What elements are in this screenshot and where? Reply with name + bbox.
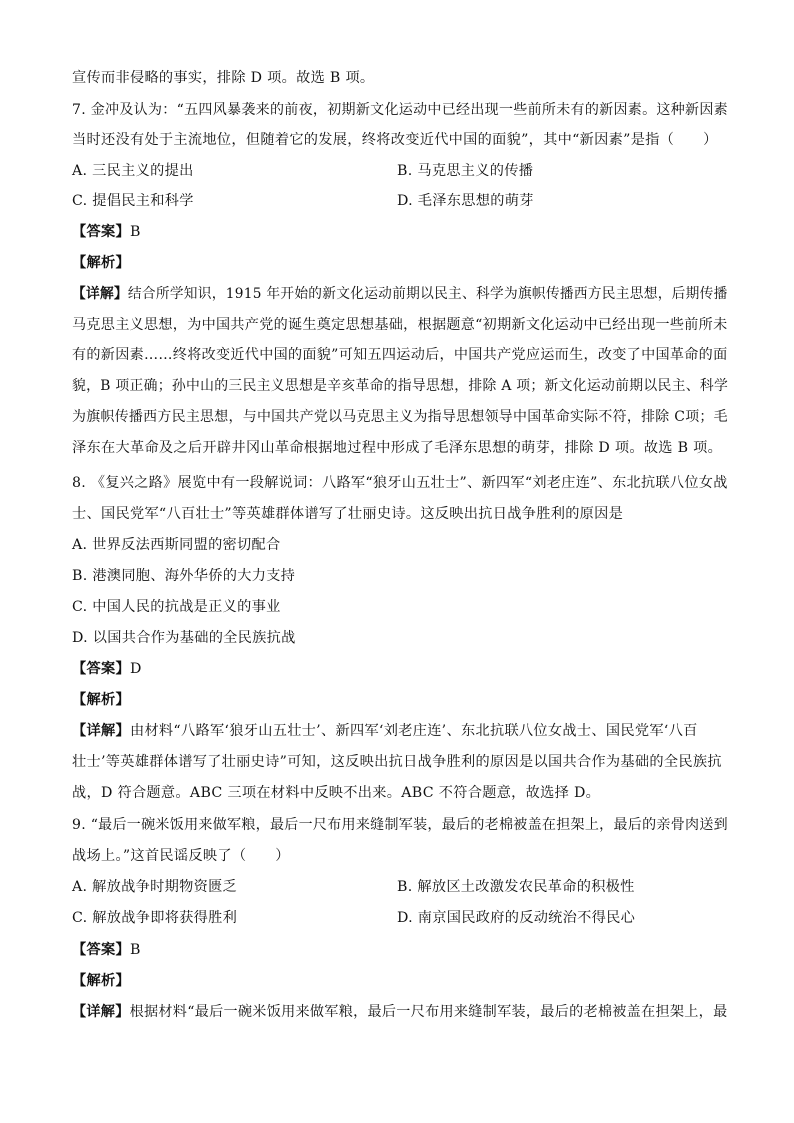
detail-text: 由材料“八路军‘狼牙山五壮士’、新四军‘刘老庄连’、东北抗联八位女战士、国民党军‘八百 [129, 723, 698, 739]
q8-option-d: D. 以国共合作为基础的全民族抗战 [72, 630, 296, 646]
detail-tag: 【详解】 [72, 1004, 130, 1020]
q8-option-b: B. 港澳同胞、海外华侨的大力支持 [72, 568, 296, 584]
q9-stem-line-1: 9. “最后一碗米饭用来做军粮，最后一尺布用来缝制军装，最后的老棉被盖在担架上，最后的亲骨肉送到 [72, 817, 728, 833]
q7-option-c: C. 提倡民主和科学 [72, 193, 194, 209]
detail-text: 根据材料“最后一碗米饭用来做军粮，最后一尺布用来缝制军装，最后的老棉被盖在担架上，最 [129, 1004, 728, 1020]
q9-option-b: B. 解放区土改激发农民革命的积极性 [397, 879, 635, 895]
q7-option-d: D. 毛泽东思想的萌芽 [397, 193, 534, 209]
detail-tag: 【详解】 [72, 286, 128, 302]
answer-value: B [129, 224, 141, 240]
q8-detail-line-3: 战，D 符合题意。ABC 三项在材料中反映不出来。ABC 不符合题意，故选择 D。 [72, 785, 601, 801]
q9-option-c: C. 解放战争即将获得胜利 [72, 910, 238, 926]
q7-detail-line-4: 貌，B 项正确；孙中山的三民主义思想是辛亥革命的指导思想，排除 A 项；新文化运动前期以民主、科学 [72, 378, 729, 394]
q8-stem-line-2: 士、国民党军“八百壮士”等英雄群体谱写了壮丽史诗。这反映出抗日战争胜利的原因是 [72, 506, 624, 522]
q7-detail-line-3: 有的新因素……终将改变近代中国的面貌”可知五四运动后，中国共产党应运而生，改变了中国革命的面 [72, 347, 728, 363]
q9-analysis-heading: 【解析】 [72, 973, 130, 989]
q7-detail-line-6: 泽东在大革命及之后开辟井冈山革命根据地过程中形成了毛泽东思想的萌芽，排除 D 项。故选 B 项。 [72, 440, 723, 456]
q7-stem-line-1: 7. 金冲及认为：“五四风暴袭来的前夜，初期新文化运动中已经出现一些前所未有的新因素。这种新因素 [72, 102, 728, 118]
answer-tag: 【答案】 [72, 942, 130, 958]
q8-analysis-heading: 【解析】 [72, 692, 130, 708]
q7-detail-line-5: 为旗帜传播西方民主思想，与中国共产党以马克思主义为指导思想领导中国革命实际不符，排除 C项；毛 [72, 409, 728, 425]
q9-answer [72, 940, 141, 960]
detail-tag: 【详解】 [72, 723, 130, 739]
q7-analysis-heading: 【解析】 [72, 255, 130, 271]
q7-answer [72, 222, 141, 242]
q8-detail-line-2: 壮士’等英雄群体谱写了壮丽史诗”可知，这反映出抗日战争胜利的原因是以国共合作为基础的全民族抗 [72, 754, 722, 770]
q8-option-a: A. 世界反法西斯同盟的密切配合 [72, 537, 281, 553]
q8-option-c: C. 中国人民的抗战是正义的事业 [72, 599, 281, 615]
q9-stem-line-2: 战场上。”这首民谣反映了（ ） [72, 848, 290, 864]
q9-detail-line-1 [72, 1002, 727, 1022]
q7-option-b: B. 马克思主义的传播 [397, 163, 534, 179]
q7-detail-line-2: 马克思主义思想，为中国共产党的诞生奠定思想基础，根据题意“初期新文化运动中已经出现一些前所未 [72, 317, 728, 333]
q7-option-a: A. 三民主义的提出 [72, 163, 194, 179]
q8-stem-line-1: 8. 《复兴之路》展览中有一段解说词：八路军“狼牙山五壮士”、新四军“刘老庄连”、东北抗联八位女战 [72, 475, 728, 491]
q9-option-d: D. 南京国民政府的反动统治不得民心 [397, 910, 636, 926]
q9-option-a: A. 解放战争时期物资匮乏 [72, 879, 238, 895]
q7-stem-line-2: 当时还没有处于主流地位，但随着它的发展，终将改变近代中国的面貌”，其中“新因素”是指（ ） [72, 132, 718, 148]
answer-value: D [129, 661, 142, 677]
answer-value: B [129, 942, 141, 958]
prev-explanation-tail: 宣传而非侵略的事实，排除 D 项。故选 B 项。 [72, 70, 375, 86]
answer-tag: 【答案】 [72, 661, 130, 677]
q8-detail-line-1 [72, 721, 698, 741]
detail-text: 结合所学知识，1915 年开始的新文化运动前期以民主、科学为旗帜传播西方民主思想，后期传播 [127, 286, 728, 302]
answer-tag: 【答案】 [72, 224, 130, 240]
q7-detail-line-1 [72, 284, 728, 304]
q8-answer [72, 659, 142, 679]
